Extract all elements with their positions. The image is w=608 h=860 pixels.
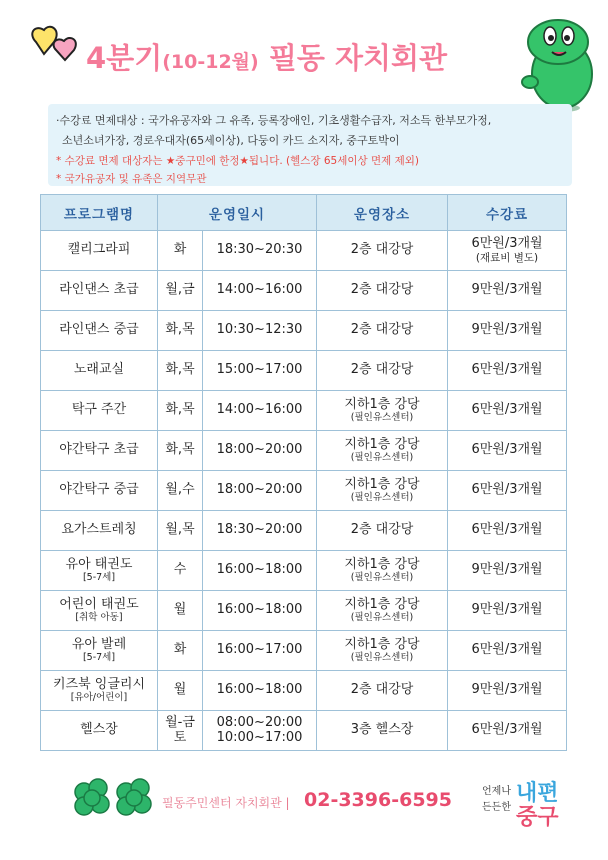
exemption-note-1: * 수강료 면제 대상자는 ★중구민에 한정★됩니다. (헬스장 65세이상 면제 제외)	[56, 155, 420, 167]
location-cell-sub: (필인유스센터)	[350, 571, 414, 583]
location-cell	[317, 431, 448, 471]
mascot-character-icon	[518, 12, 602, 112]
program-name-cell	[41, 311, 158, 351]
time-cell	[203, 711, 317, 751]
fee-cell-text: 6만원/3개월	[471, 362, 543, 378]
location-cell-text: 지하1층 강당	[344, 596, 420, 612]
time-cell-text: 15:00~17:00	[216, 362, 303, 378]
day-cell	[158, 711, 203, 751]
time-cell-text: 14:00~16:00	[216, 402, 303, 418]
program-name-cell-sub: [취학 아동]	[75, 611, 123, 623]
day-cell-text: 화,목	[165, 322, 195, 338]
day-cell	[158, 591, 203, 631]
location-cell-sub: (필인유스센터)	[350, 411, 414, 423]
table-row	[41, 711, 567, 751]
day-cell-text: 월	[173, 682, 187, 698]
fee-cell-text: 6만원/3개월	[471, 402, 543, 418]
time-cell	[203, 231, 317, 271]
fee-cell	[448, 591, 567, 631]
table-row	[41, 271, 567, 311]
table-header-row	[41, 195, 567, 231]
time-cell-text: 18:00~20:00	[216, 482, 303, 498]
brand-big-2: 중구	[516, 805, 559, 830]
program-name-cell-sub: [유아/어린이]	[70, 691, 128, 703]
location-cell-text: 2층 대강당	[350, 522, 414, 538]
brand-big-1: 내편	[516, 781, 559, 806]
location-cell-text: 3층 헬스장	[350, 722, 414, 738]
time-cell-text: 14:00~16:00	[216, 282, 303, 298]
header-schedule: 운영일시	[158, 195, 317, 231]
fee-cell-text: 6만원/3개월	[471, 236, 543, 251]
program-name-cell	[41, 471, 158, 511]
location-cell	[317, 671, 448, 711]
time-cell	[203, 391, 317, 431]
day-cell	[158, 351, 203, 391]
location-cell	[317, 391, 448, 431]
program-name-cell-text: 유아 발레	[71, 636, 127, 652]
fee-cell-text: 9만원/3개월	[471, 282, 543, 298]
day-cell	[158, 311, 203, 351]
footer-phone-number: 02-3396-6595	[304, 789, 452, 811]
location-cell-sub: (필인유스센터)	[350, 451, 414, 463]
footer-center-name: 필동주민센터 자치회관 |	[162, 796, 290, 810]
location-cell	[317, 471, 448, 511]
time-cell-text: 16:00~18:00	[216, 562, 303, 578]
header-location: 운영장소	[317, 195, 448, 231]
program-name-cell	[41, 631, 158, 671]
location-cell-text: 2층 대강당	[350, 362, 414, 378]
time-cell	[203, 591, 317, 631]
fee-cell	[448, 351, 567, 391]
day-cell	[158, 471, 203, 511]
fee-cell-sub: (재료비 별도)	[475, 251, 539, 264]
program-name-cell	[41, 591, 158, 631]
time-cell	[203, 351, 317, 391]
location-cell	[317, 631, 448, 671]
table-row	[41, 511, 567, 551]
title-prefix: 4분기	[86, 41, 163, 75]
table-row	[41, 311, 567, 351]
day-cell-text: 월-금 토	[165, 714, 195, 745]
location-cell	[317, 271, 448, 311]
table-row	[41, 431, 567, 471]
table-row	[41, 631, 567, 671]
table-row	[41, 471, 567, 511]
program-name-cell-text: 캘리그라피	[67, 242, 131, 258]
title-suffix: 필동 자치회관	[268, 41, 448, 75]
fee-cell-text: 9만원/3개월	[471, 562, 543, 578]
header-program-name: 프로그램명	[41, 195, 158, 231]
fee-cell-text: 6만원/3개월	[471, 522, 543, 538]
time-cell	[203, 471, 317, 511]
fee-cell-text: 9만원/3개월	[471, 322, 543, 338]
program-name-cell-sub: [5-7세]	[82, 651, 116, 663]
program-name-cell-text: 유아 태권도	[65, 556, 133, 572]
junggu-brand-logo	[482, 778, 572, 828]
time-cell-text: 18:30~20:00	[216, 522, 303, 538]
brand-small-1: 언제나	[482, 786, 511, 797]
location-cell-sub: (필인유스센터)	[350, 491, 414, 503]
program-name-cell	[41, 431, 158, 471]
time-cell-text: 16:00~18:00	[216, 602, 303, 618]
table-row	[41, 671, 567, 711]
fee-cell-text: 9만원/3개월	[471, 602, 543, 618]
fee-cell	[448, 551, 567, 591]
location-cell-text: 지하1층 강당	[344, 476, 420, 492]
program-name-cell-text: 어린이 태권도	[59, 596, 139, 612]
day-cell	[158, 551, 203, 591]
fee-cell	[448, 511, 567, 551]
day-cell	[158, 391, 203, 431]
location-cell-text: 지하1층 강당	[344, 396, 420, 412]
location-cell-text: 2층 대강당	[350, 242, 414, 258]
program-name-cell-text: 노래교실	[73, 362, 125, 378]
time-cell-text: 16:00~17:00	[216, 642, 303, 658]
location-cell-text: 지하1층 강당	[344, 636, 420, 652]
program-name-cell-sub: [5-7세]	[82, 571, 116, 583]
fee-cell-text: 6만원/3개월	[471, 442, 543, 458]
day-cell	[158, 431, 203, 471]
fee-cell-text: 9만원/3개월	[471, 682, 543, 698]
fee-cell	[448, 431, 567, 471]
program-name-cell	[41, 511, 158, 551]
time-cell-text: 18:30~20:30	[216, 242, 303, 258]
location-cell-text: 지하1층 강당	[344, 436, 420, 452]
table-row	[41, 591, 567, 631]
day-cell-text: 화,목	[165, 362, 195, 378]
program-name-cell-text: 야간탁구 초급	[59, 442, 139, 458]
day-cell-text: 화,목	[165, 402, 195, 418]
day-cell-text: 화,목	[165, 442, 195, 458]
location-cell	[317, 711, 448, 751]
header-fee: 수강료	[448, 195, 567, 231]
day-cell-text: 화	[173, 242, 187, 258]
time-cell	[203, 311, 317, 351]
fee-cell	[448, 311, 567, 351]
program-name-cell-text: 헬스장	[80, 722, 118, 738]
location-cell	[317, 591, 448, 631]
clover-logo-icon	[70, 776, 160, 822]
location-cell-sub: (필인유스센터)	[350, 611, 414, 623]
program-name-cell-text: 라인댄스 초급	[59, 282, 139, 298]
fee-cell-text: 6만원/3개월	[471, 722, 543, 738]
program-name-cell	[41, 271, 158, 311]
brand-small-2: 든든한	[482, 802, 511, 813]
time-cell	[203, 511, 317, 551]
program-name-cell	[41, 711, 158, 751]
time-cell	[203, 631, 317, 671]
fee-cell	[448, 231, 567, 271]
time-cell	[203, 551, 317, 591]
location-cell-text: 지하1층 강당	[344, 556, 420, 572]
location-cell	[317, 351, 448, 391]
day-cell-text: 월,금	[165, 282, 195, 298]
day-cell-text: 월,목	[165, 522, 195, 538]
fee-cell	[448, 271, 567, 311]
exemption-line-1: ·수강료 면제대상 : 국가유공자와 그 유족, 등록장애인, 기초생활수급자, 저소득 한부모가정,	[56, 114, 492, 127]
location-cell	[317, 551, 448, 591]
time-cell-text: 16:00~18:00	[216, 682, 303, 698]
program-name-cell-text: 탁구 주간	[71, 402, 127, 418]
program-name-cell	[41, 391, 158, 431]
day-cell	[158, 511, 203, 551]
time-cell	[203, 431, 317, 471]
page-title	[86, 36, 447, 77]
location-cell	[317, 231, 448, 271]
fee-cell	[448, 671, 567, 711]
program-name-cell	[41, 551, 158, 591]
program-name-cell-text: 요가스트레칭	[61, 522, 137, 538]
time-cell-text: 08:00~20:00 10:00~17:00	[216, 714, 303, 745]
program-name-cell	[41, 231, 158, 271]
day-cell	[158, 631, 203, 671]
fee-cell-text: 6만원/3개월	[471, 642, 543, 658]
table-row	[41, 551, 567, 591]
program-name-cell-text: 라인댄스 중급	[59, 322, 139, 338]
location-cell-sub: (필인유스센터)	[350, 651, 414, 663]
program-name-cell-text: 야간탁구 중급	[59, 482, 139, 498]
location-cell-text: 2층 대강당	[350, 682, 414, 698]
location-cell	[317, 311, 448, 351]
program-schedule-table	[40, 194, 567, 751]
exemption-line-2: 소년소녀가장, 경로우대자(65세이상), 다둥이 카드 소지자, 중구토박이	[62, 134, 400, 147]
day-cell	[158, 671, 203, 711]
location-cell-text: 2층 대강당	[350, 322, 414, 338]
day-cell-text: 월	[173, 602, 187, 618]
fee-cell-text: 6만원/3개월	[471, 482, 543, 498]
exemption-note-2: * 국가유공자 및 유족은 지역무관	[56, 173, 207, 185]
table-row	[41, 231, 567, 271]
fee-cell	[448, 391, 567, 431]
time-cell	[203, 271, 317, 311]
program-name-cell-text: 키즈북 잉글리시	[52, 676, 146, 692]
time-cell-text: 18:00~20:00	[216, 442, 303, 458]
table-row	[41, 391, 567, 431]
day-cell	[158, 231, 203, 271]
day-cell	[158, 271, 203, 311]
day-cell-text: 화	[173, 642, 187, 658]
time-cell-text: 10:30~12:30	[216, 322, 303, 338]
fee-cell	[448, 471, 567, 511]
location-cell-text: 2층 대강당	[350, 282, 414, 298]
hearts-decoration-icon	[26, 24, 86, 72]
location-cell	[317, 511, 448, 551]
table-row	[41, 351, 567, 391]
program-name-cell	[41, 671, 158, 711]
time-cell	[203, 671, 317, 711]
fee-cell	[448, 631, 567, 671]
day-cell-text: 수	[173, 562, 187, 578]
day-cell-text: 월,수	[165, 482, 195, 498]
title-months: (10-12월)	[162, 51, 259, 73]
fee-cell	[448, 711, 567, 751]
program-name-cell	[41, 351, 158, 391]
